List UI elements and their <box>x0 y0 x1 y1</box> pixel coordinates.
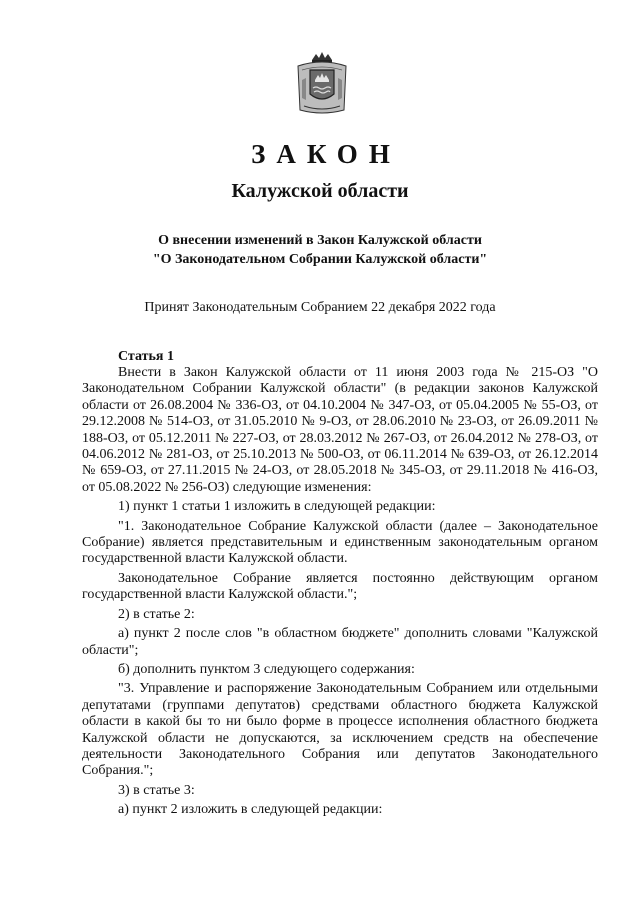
law-heading-line-1: О внесении изменений в Закон Калужской области <box>158 233 482 248</box>
article-title: Статья 1 <box>118 349 174 364</box>
adoption-statement: Принят Законодательным Собранием 22 декабря 2022 года <box>144 300 496 315</box>
paragraph: "1. Законодательное Собрание Калужской области (далее – Законодательное Собрание) является представительным и единственным законодательным органом государственной власти Калужской области. <box>82 518 598 567</box>
law-title: ЗАКОН <box>251 139 401 169</box>
coat-of-arms-emblem <box>294 50 350 116</box>
paragraph: Законодательное Собрание является постоянно действующим органом государственной власти Калужской области."; <box>82 570 598 603</box>
article-body <box>82 365 598 819</box>
paragraph: б) дополнить пунктом 3 следующего содержания: <box>118 661 415 677</box>
paragraph: 3) в статье 3: <box>118 782 195 798</box>
region-subtitle: Калужской области <box>231 180 409 202</box>
paragraph: а) пункт 2 после слов "в областном бюджете" дополнить словами "Калужской области"; <box>82 626 598 658</box>
paragraph: "3. Управление и распоряжение Законодательным Собранием или отдельными депутатами (группами депутатов) средствами областного бюджета Калужской области в какой бы то ни было форме в процессе исполнения областного бюджета Калужской области не допускаются, за исключением средств на обеспечение деятельности Законодательного Собрания или депутатов Законодательного Собрания."; <box>82 681 598 779</box>
paragraph: а) пункт 2 изложить в следующей редакции: <box>118 802 383 818</box>
paragraph: 2) в статье 2: <box>118 606 195 622</box>
paragraph: 1) пункт 1 статьи 1 изложить в следующей редакции: <box>118 499 436 515</box>
law-heading-line-2: "О Законодательном Собрании Калужской области" <box>152 252 488 267</box>
paragraph: Внести в Закон Калужской области от 11 июня 2003 года № 215-ОЗ "О Законодательном Собрании Калужской области" (в редакции законов Калужской области от 26.08.2004 № 336-ОЗ, от 04.10.2004 № 347-ОЗ, от 05.04.2005 № 55-ОЗ, от 29.12.2008 № 514-ОЗ, от 31.05.2010 № 9-ОЗ, от 28.06.2010 № 23-ОЗ, от 26.09.2011 № 188-ОЗ, от 05.12.2011 № 227-ОЗ, от 28.03.2012 № 267-ОЗ, от 26.04.2012 № 278-ОЗ, от 04.06.2012 № 281-ОЗ, от 25.10.2013 № 500-ОЗ, от 06.11.2014 № 639-ОЗ, от 26.12.2014 № 659-ОЗ, от 27.11.2015 № 24-ОЗ, от 28.05.2018 № 345-ОЗ, от 29.11.2018 № 416-ОЗ, от 05.08.2022 № 256-ОЗ) следующие изменения: <box>82 365 598 495</box>
